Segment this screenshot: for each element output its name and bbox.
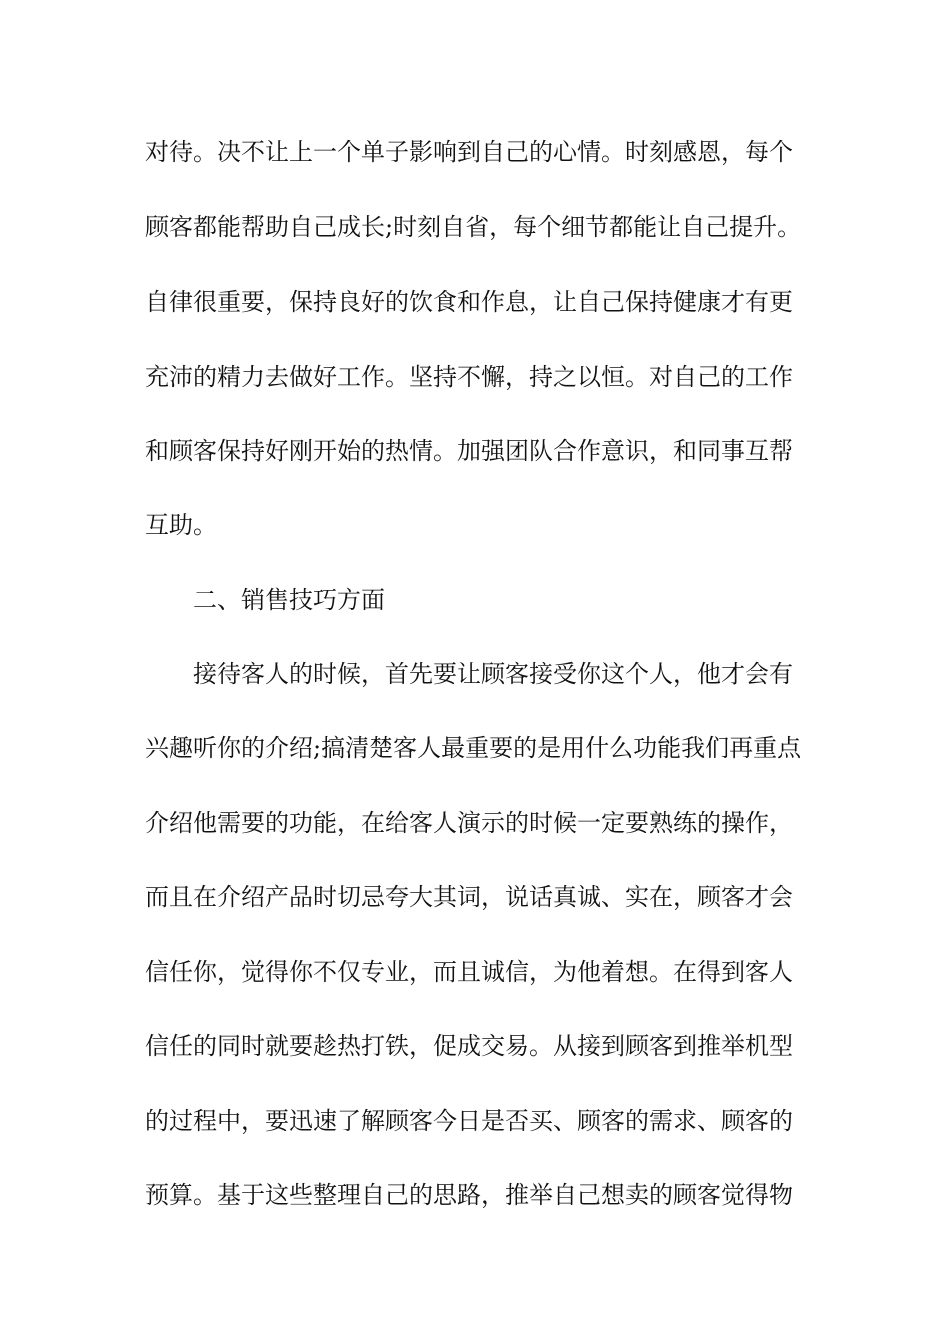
text-line: 接待客人的时候，首先要让顾客接受你这个人，他才会有 <box>193 660 793 688</box>
section-heading: 二、销售技巧方面 <box>193 586 385 614</box>
text-line: 的过程中，要迅速了解顾客今日是否买、顾客的需求、顾客的 <box>145 1107 793 1135</box>
text-line: 顾客都能帮助自己成长;时刻自省，每个细节都能让自己提升。 <box>145 213 802 241</box>
text-line: 而且在介绍产品时切忌夸大其词，说话真诚、实在，顾客才会 <box>145 883 793 911</box>
text-line: 充沛的精力去做好工作。坚持不懈，持之以恒。对自己的工作 <box>145 363 793 391</box>
text-line: 自律很重要，保持良好的饮食和作息，让自己保持健康才有更 <box>145 288 793 316</box>
text-line: 信任的同时就要趁热打铁，促成交易。从接到顾客到推举机型 <box>145 1032 793 1060</box>
text-line: 和顾客保持好刚开始的热情。加强团队合作意识，和同事互帮 <box>145 437 793 465</box>
text-line: 预算。基于这些整理自己的思路，推举自己想卖的顾客觉得物 <box>145 1181 793 1209</box>
text-line: 兴趣听你的介绍;搞清楚客人最重要的是用什么功能我们再重点 <box>145 734 802 762</box>
text-line: 信任你，觉得你不仅专业，而且诚信，为他着想。在得到客人 <box>145 958 793 986</box>
text-line: 介绍他需要的功能，在给客人演示的时候一定要熟练的操作， <box>145 809 793 837</box>
text-line: 对待。决不让上一个单子影响到自己的心情。时刻感恩，每个 <box>145 138 793 166</box>
text-line: 互助。 <box>145 511 217 539</box>
